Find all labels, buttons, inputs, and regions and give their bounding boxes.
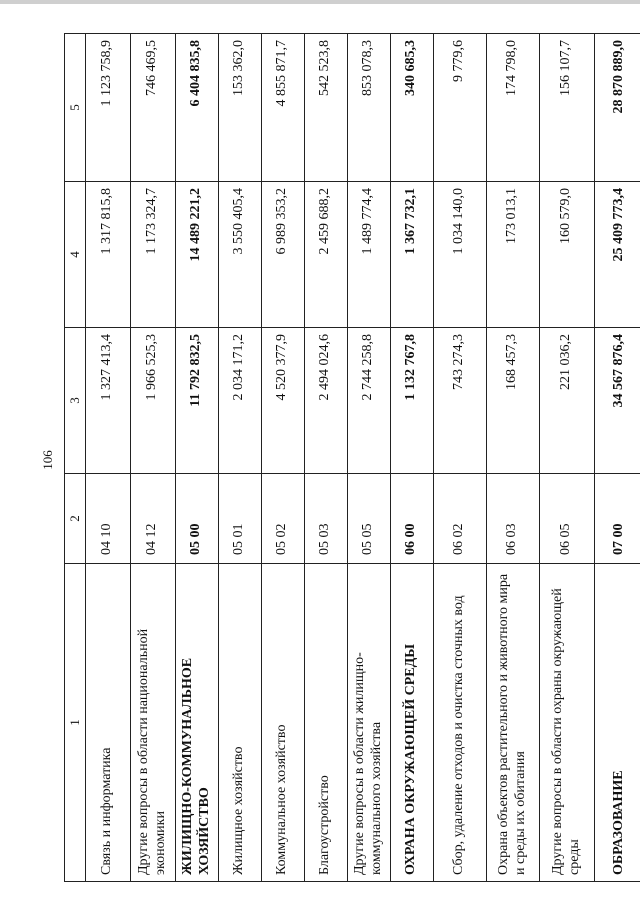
scan-edge bbox=[0, 0, 640, 4]
row-value-5: 153 362,0 bbox=[218, 34, 261, 182]
table-row bbox=[218, 34, 261, 882]
row-code: 05 02 bbox=[261, 474, 304, 564]
row-value-3: 34 567 876,4 bbox=[594, 328, 640, 474]
row-value-4: 1 173 324,7 bbox=[130, 182, 175, 328]
row-value-3: 2 034 171,2 bbox=[218, 328, 261, 474]
row-name: Другие вопросы в области охраны окружающей среды bbox=[539, 564, 594, 882]
row-value-3: 743 274,3 bbox=[433, 328, 486, 474]
table-row bbox=[130, 34, 175, 882]
header-col-2: 2 bbox=[65, 474, 86, 564]
header-col-1: 1 bbox=[65, 564, 86, 882]
table-row bbox=[433, 34, 486, 882]
row-name: Коммунальное хозяйство bbox=[261, 564, 304, 882]
row-name: ЖИЛИЩНО-КОММУНАЛЬНОЕ ХОЗЯЙСТВО bbox=[175, 564, 218, 882]
row-value-5: 4 855 871,7 bbox=[261, 34, 304, 182]
row-value-3: 4 520 377,9 bbox=[261, 328, 304, 474]
row-code: 05 00 bbox=[175, 474, 218, 564]
header-col-4: 4 bbox=[65, 182, 86, 328]
rotated-page bbox=[64, 34, 634, 882]
header-col-5: 5 bbox=[65, 34, 86, 182]
row-value-4: 1 367 732,1 bbox=[390, 182, 433, 328]
row-value-4: 6 989 353,2 bbox=[261, 182, 304, 328]
row-value-3: 221 036,2 bbox=[539, 328, 594, 474]
budget-table bbox=[64, 33, 640, 882]
row-value-3: 1 966 525,3 bbox=[130, 328, 175, 474]
row-code: 06 03 bbox=[486, 474, 539, 564]
page-number: 106 bbox=[39, 450, 55, 470]
row-code: 05 05 bbox=[347, 474, 390, 564]
row-name: Другие вопросы в области жилищно-коммунального хозяйства bbox=[347, 564, 390, 882]
table-row-section bbox=[594, 34, 640, 882]
row-value-4: 1 317 815,8 bbox=[85, 182, 130, 328]
table-row bbox=[347, 34, 390, 882]
row-value-3: 11 792 832,5 bbox=[175, 328, 218, 474]
header-col-3: 3 bbox=[65, 328, 86, 474]
table-row-section bbox=[175, 34, 218, 882]
row-code: 05 03 bbox=[304, 474, 347, 564]
row-value-4: 173 013,1 bbox=[486, 182, 539, 328]
row-value-4: 1 034 140,0 bbox=[433, 182, 486, 328]
row-value-5: 746 469,5 bbox=[130, 34, 175, 182]
header-row bbox=[65, 34, 86, 882]
row-value-3: 2 744 258,8 bbox=[347, 328, 390, 474]
row-value-5: 542 523,8 bbox=[304, 34, 347, 182]
row-code: 04 10 bbox=[85, 474, 130, 564]
row-name: Благоустройство bbox=[304, 564, 347, 882]
row-code: 06 00 bbox=[390, 474, 433, 564]
row-value-3: 1 132 767,8 bbox=[390, 328, 433, 474]
row-name: Охрана объектов растительного и животного мира и среды их обитания bbox=[486, 564, 539, 882]
table-row bbox=[261, 34, 304, 882]
row-value-4: 160 579,0 bbox=[539, 182, 594, 328]
row-value-4: 14 489 221,2 bbox=[175, 182, 218, 328]
row-value-5: 28 870 889,0 bbox=[594, 34, 640, 182]
row-name: Жилищное хозяйство bbox=[218, 564, 261, 882]
row-value-3: 2 494 024,6 bbox=[304, 328, 347, 474]
row-name: ОХРАНА ОКРУЖАЮЩЕЙ СРЕДЫ bbox=[390, 564, 433, 882]
row-code: 07 00 bbox=[594, 474, 640, 564]
table-row bbox=[85, 34, 130, 882]
row-code: 06 05 bbox=[539, 474, 594, 564]
row-value-4: 25 409 773,4 bbox=[594, 182, 640, 328]
row-value-5: 1 123 758,9 bbox=[85, 34, 130, 182]
row-value-4: 1 489 774,4 bbox=[347, 182, 390, 328]
row-value-3: 1 327 413,4 bbox=[85, 328, 130, 474]
row-value-3: 168 457,3 bbox=[486, 328, 539, 474]
row-code: 06 02 bbox=[433, 474, 486, 564]
row-value-5: 340 685,3 bbox=[390, 34, 433, 182]
table-row-section bbox=[390, 34, 433, 882]
table-row bbox=[539, 34, 594, 882]
row-value-4: 3 550 405,4 bbox=[218, 182, 261, 328]
row-name: ОБРАЗОВАНИЕ bbox=[594, 564, 640, 882]
row-name: Другие вопросы в области национальной экономики bbox=[130, 564, 175, 882]
table-row bbox=[486, 34, 539, 882]
row-code: 04 12 bbox=[130, 474, 175, 564]
row-name: Сбор, удаление отходов и очистка сточных вод bbox=[433, 564, 486, 882]
row-value-5: 156 107,7 bbox=[539, 34, 594, 182]
row-value-5: 9 779,6 bbox=[433, 34, 486, 182]
table-row bbox=[304, 34, 347, 882]
row-value-5: 174 798,0 bbox=[486, 34, 539, 182]
row-value-4: 2 459 688,2 bbox=[304, 182, 347, 328]
row-value-5: 853 078,3 bbox=[347, 34, 390, 182]
row-value-5: 6 404 835,8 bbox=[175, 34, 218, 182]
row-name: Связь и информатика bbox=[85, 564, 130, 882]
row-code: 05 01 bbox=[218, 474, 261, 564]
